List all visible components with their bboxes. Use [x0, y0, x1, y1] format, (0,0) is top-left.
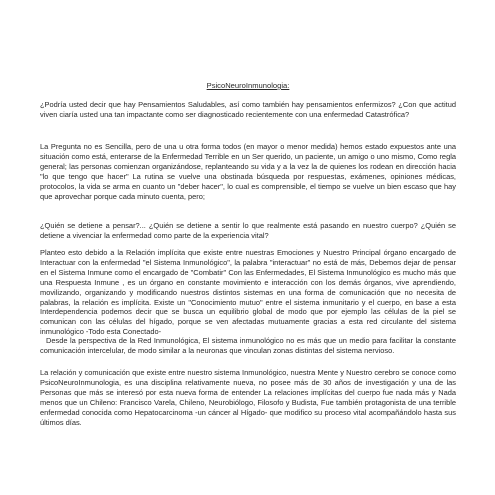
document-title: PsicoNeuroInmunologia:: [206, 81, 290, 90]
paragraph-immune-network: Desde la perspectiva de la Red Inmunológica, El sistema inmunológico no es más que un medio para facilitar la constante comunicación intercelular, de modo similar a la neuronas que vinculan zonas distintas del sistema nervioso.: [40, 336, 456, 355]
paragraph-psiconeuro-definition: La relación y comunicación que existe entre nuestro sistema Inmunológico, nuestra Mente y Nuestro cerebro se conoce como PsicoNeuroInmunologia, es una disciplina relativamente nueva, no posee más de 30 años de investigación y una de las Personas que más se interesó por esta nueva forma de entender La relaciones implícitas del cuerpo fue nada más y Nada menos que un Chileno: Francisco Varela, Chileno, Neurobiólogo, Filosofo y Budista, Fue también protagonista de una terrible enfermedad conocida como Hepatocarcinoma -un cáncer al Hígado- que modifico su proceso vital acompañándolo hasta sus últimos días.: [40, 368, 456, 427]
paragraph-who-stops: ¿Quién se detiene a pensar?... ¿Quién se detiene a sentir lo que realmente está pasando en nuestro cuerpo? ¿Quién se detiene a vivenciar la enfermedad como parte de la experiencia vital?: [40, 221, 456, 240]
document-page: [40, 0, 456, 495]
paragraph-immune-relation: Planteo esto debido a la Relación implícita que existe entre nuestras Emociones y Nuestro Principal órgano encargado de Interactuar con la enfermedad "el Sistema Inmunológico", la palabra "interactuar" no está de más, Debemos dejar de pensar en el Sistema Inmune como el encargado de "Combatir" Con las Enfermedades, El Sistema Inmunológico es mucho más que una Respuesta Inmune , es un órgano en constante movimiento e interacción con los demás órganos, vive aprendiendo, movilizando, organizando y modificando nuestros distintos sistemas en una forma de comunicación que no necesita de palabras, la relación es implícita. Existe un "Conocimiento mutuo" entre el sistema inmunitario y el cuerpo, en base a esta Interdependencia podemos decir que se busca un equilibrio global de modo que por ejemplo las células de la piel se comunican con las células del hígado, porque se ven afectadas mutuamente gracias a esta red circulante del sistema inmunológico -Todo esta Conectado-: [40, 248, 456, 337]
paragraph-difficult-question: La Pregunta no es Sencilla, pero de una u otra forma todos (en mayor o menor medida) hemos estado expuestos ante una situación como está, enterarse de la Enfermedad Terrible en un Ser querido, un paciente, un amigo o uno mismo, Como regla general; las personas comienzan organizándose, replanteando su vida y a la vez la de quienes los rodean en dirección hacia "lo que tengo que hacer" La rutina se vuelve una obstinada búsqueda por respuestas, exámenes, opiniones médicas, protocolos, la vida se arma en cuanto un "deber hacer", lo cual es comprensible, el tiempo se vuelve un bien escaso que hay que aprovechar porque cada minuto cuenta, pero;: [40, 142, 456, 201]
paragraph-intro-questions: ¿Podría usted decir que hay Pensamientos Saludables, así como también hay pensamientos enfermizos? ¿Con que actitud viven ciaría usted una tan impactante como ser diagnosticado recientemente con una enfermedad Catastrófica?: [40, 100, 456, 119]
